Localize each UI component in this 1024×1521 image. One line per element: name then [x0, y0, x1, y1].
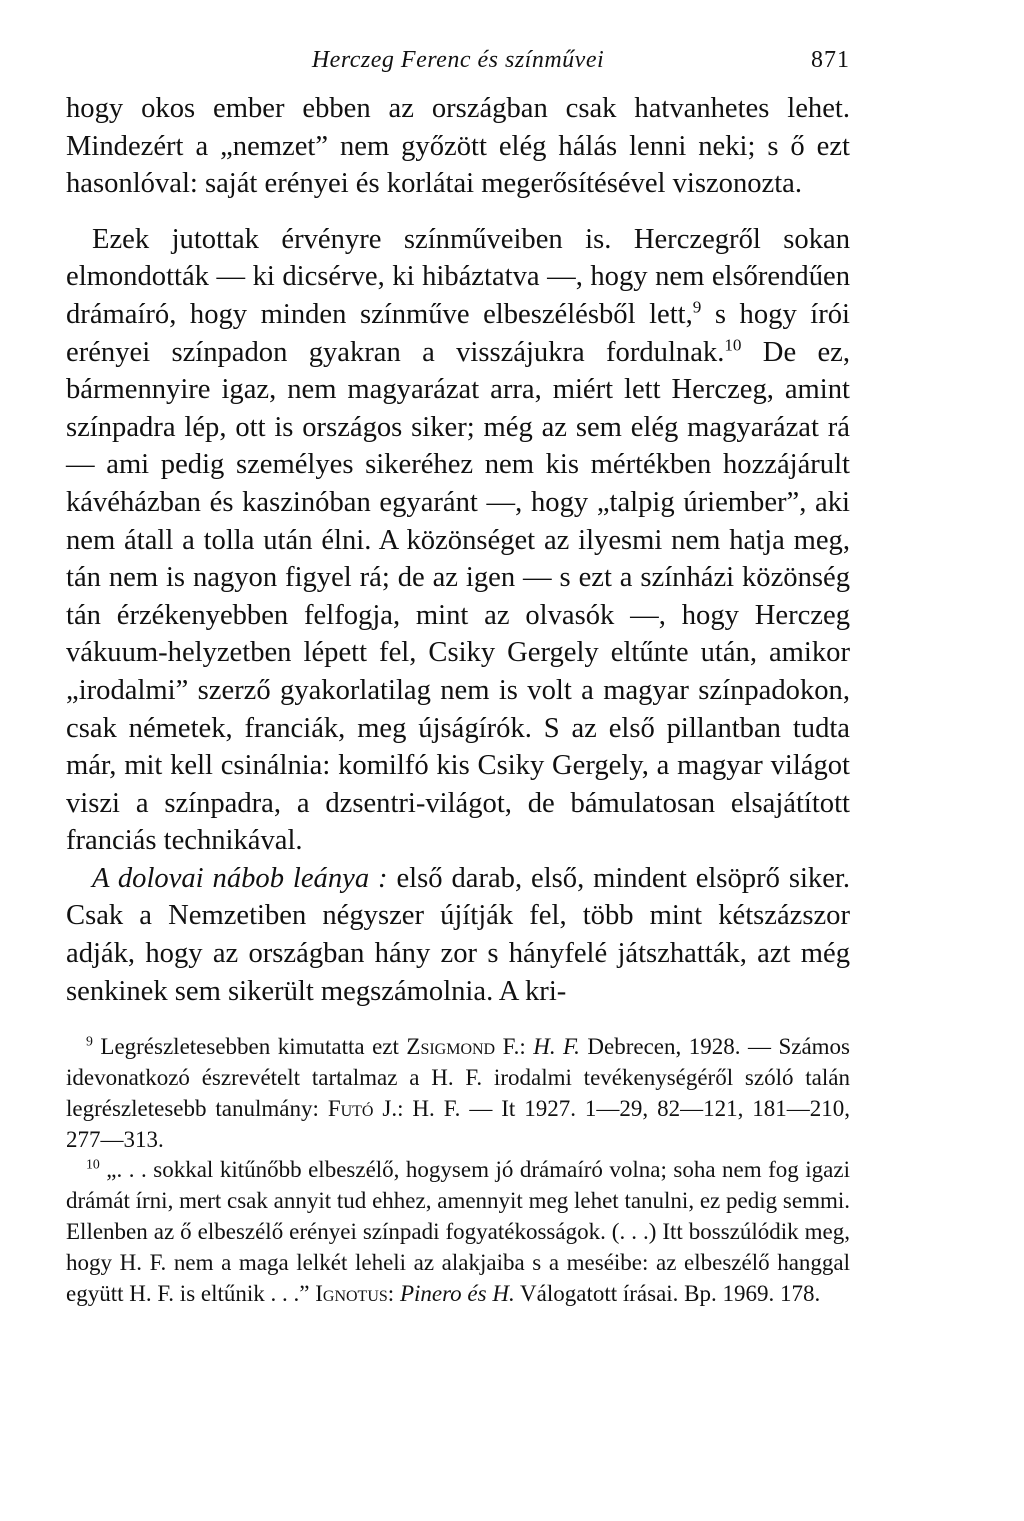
paragraph-2	[66, 221, 850, 860]
footnote-10-mark: 10	[86, 1156, 100, 1172]
footnotes	[66, 1032, 850, 1309]
footnote-9	[66, 1032, 850, 1155]
paragraph-3-rest: első darab, első, mindent elsöprő siker. Csak a Nemzetiben négyszer újítják fel, több mint kétszázszor adják, hogy az országban hány zor s hányfelé játszhatták, azt még senkinek sem sikerült megszámolnia. A kri-	[66, 862, 850, 1007]
footnote-10-text-a: „. . . sokkal kitűnőbb elbeszélő, hogysem jó drámaíró volna; soha nem fog igazi drámát írni, mert csak annyit tud ehhez, amennyit meg lehet tanulni, ez pedig semmi. Ellenben az ő elbeszélő erényei színpadi fogyatékosságok. (. . .) Itt bosszúlódik meg, hogy H. F. nem a maga lelkét leheli az alakjaiba s a meséibe: az elbeszélő hanggal együtt H. F. is eltűnik . . .”	[66, 1157, 850, 1306]
footnote-10	[66, 1155, 850, 1309]
paragraph-2-part-a: Ezek jutottak érvényre színműveiben is. Herczegről sokan elmondották — ki dicsérve, ki hibáztatva —, hogy nem elsőrendűen drámaíró, hogy minden színműve elbeszélésből lett,	[66, 223, 850, 330]
paragraph-2-part-c: De ez, bármennyire igaz, nem magyarázat arra, miért lett Herczeg, amint színpadra lép, ott is országos siker; még az sem elég magyarázat rá — ami pedig személyes sikeréhez nem kis mértékben hozzájárult kávéházban és kaszinóban egyaránt —, hogy „talpig úriember”, aki nem átall a tolla után élni. A közönséget az ilyesmi nem hatja meg, tán nem is nagyon figyel rá; de az igen — s ezt a színházi közönség tán érzékenyebben felfogja, mint az olvasók —, hogy Herczeg vákuum-helyzetben lépett fel, Csiky Gergely eltűnte után, amikor „irodalmi” szerző gyakorlatilag nem is volt a magyar színpadokon, csak németek, franciák, meg újságírók. S az első pillantban tudta már, mit kell csinálnia: komilfó kis Csiky Gergely, a magyar világot viszi a színpadra, a dzsentri-világot, de bámulatosan elsajátított franciás technikával.	[66, 336, 850, 857]
footnote-9-mark: 9	[86, 1033, 93, 1049]
footnote-9-author: Zsigmond	[406, 1034, 496, 1060]
footnote-10-text-c: Válogatott írásai. Bp. 1969. 178.	[514, 1280, 821, 1306]
footnote-9-text-d: J.: H. F. — It 1927. 1—29, 82—121, 181—210, 277—313.	[66, 1095, 850, 1152]
book-page	[66, 40, 850, 1309]
footnote-10-text-b: :	[387, 1280, 400, 1306]
running-title: Herczeg Ferenc és színművei	[311, 47, 605, 73]
footnote-9-title: H. F.	[533, 1034, 580, 1060]
footnote-10-author: Ignotus	[315, 1280, 388, 1306]
footnote-9-text-a: Legrészletesebben kimutatta ezt	[92, 1034, 407, 1060]
footnote-9-author-2: Futó	[327, 1095, 374, 1121]
paragraph-1: hogy okos ember ebben az országban csak hatvanhetes lehet. Mindezért a „nemzet” nem győzött elég hálás lenni neki; s ő ezt hasonlóval: saját erényei és korlátai megerősítésével viszonozta.	[66, 93, 850, 200]
footnote-ref-10: 10	[724, 335, 742, 355]
footnote-ref-9: 9	[692, 297, 702, 317]
footnote-9-text-c: Debrecen, 1928. — Számos idevonatkozó észrevételt tartalmaz a H. F. irodalmi tevékenységéről szóló talán legrészletesebb tanulmány:	[66, 1034, 850, 1121]
paragraph-3	[66, 860, 850, 1010]
footnote-9-text-b: F.:	[495, 1034, 534, 1060]
paragraph-2-part-b: s hogy írói erényei színpadon gyakran a visszájukra fordulnak.	[66, 298, 850, 368]
footnote-10-title: Pinero és H.	[399, 1280, 515, 1306]
play-title: A dolovai nábob leánya :	[92, 862, 388, 894]
running-head	[66, 40, 850, 80]
body-text	[66, 90, 850, 1010]
page-number: 871	[811, 47, 850, 73]
